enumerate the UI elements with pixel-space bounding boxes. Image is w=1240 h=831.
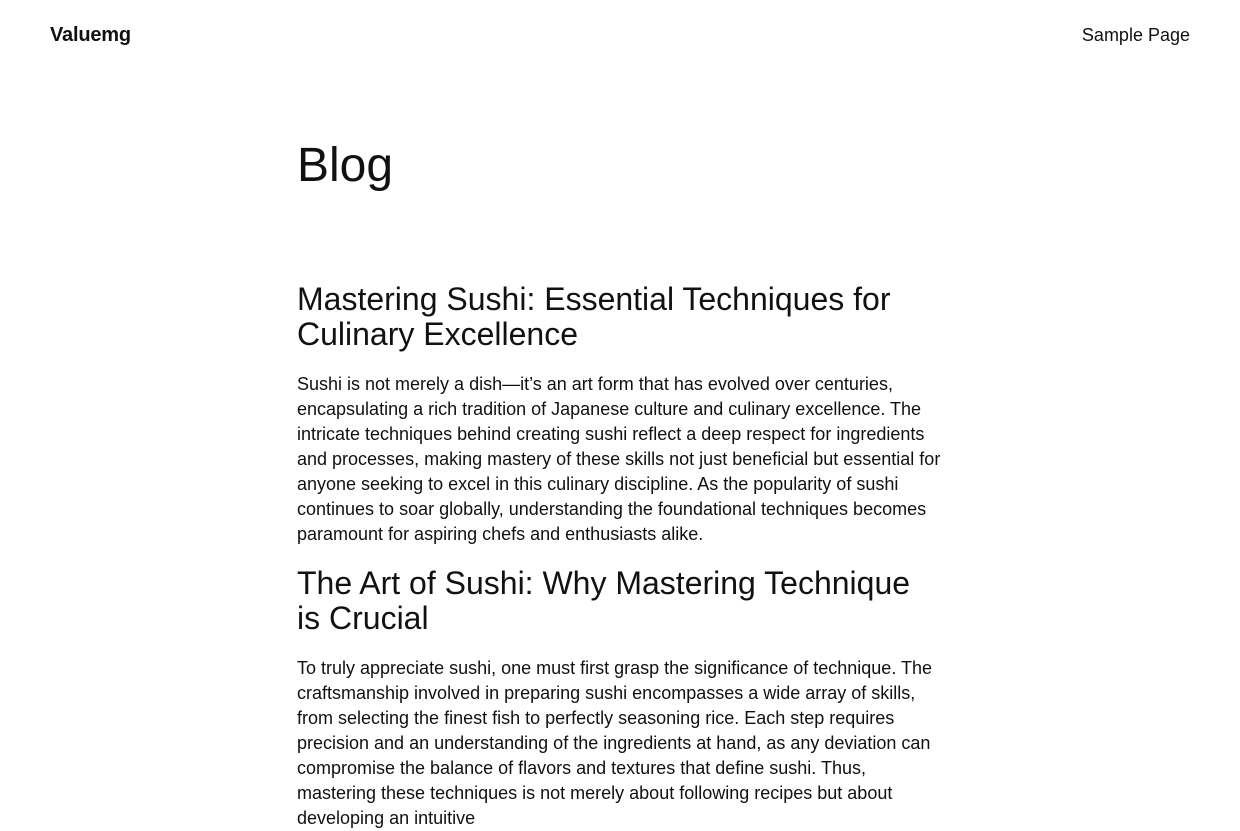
nav-item-sample-page[interactable]: Sample Page (1081, 25, 1190, 45)
section-body-paragraph: To truly appreciate sushi, one must first grasp the significance of technique. The craftsmanship involved in preparing sushi encompasses a wide array of skills, from selecting the finest fish to perfectly seasoning rice. Each step requires precision and an understanding of the ingredients at hand, as any deviation can compromise the balance of flavors and textures that define sushi. Thus, mastering these techniques is not merely about following recipes but about developing an intuitive (297, 658, 933, 828)
site-header (0, 0, 1240, 70)
post-intro-paragraph: Sushi is not merely a dish—it’s an art form that has evolved over centuries, encapsulating a rich tradition of Japanese culture and culinary excellence. The intricate techniques behind creating sushi reflect a deep respect for ingredients and processes, making mastery of these skills not just beneficial but essential for anyone seeking to excel in this culinary discipline. As the popularity of sushi continues to soar globally, understanding the foundational techniques becomes paramount for aspiring chefs and enthusiasts alike. (297, 374, 941, 544)
post-title[interactable]: Mastering Sushi: Essential Techniques for Culinary Excellence (297, 281, 891, 352)
section-heading: The Art of Sushi: Why Mastering Technique is Crucial (297, 565, 911, 636)
page-title: Blog (297, 139, 394, 192)
site-title-link[interactable]: Valuemg (50, 24, 131, 46)
